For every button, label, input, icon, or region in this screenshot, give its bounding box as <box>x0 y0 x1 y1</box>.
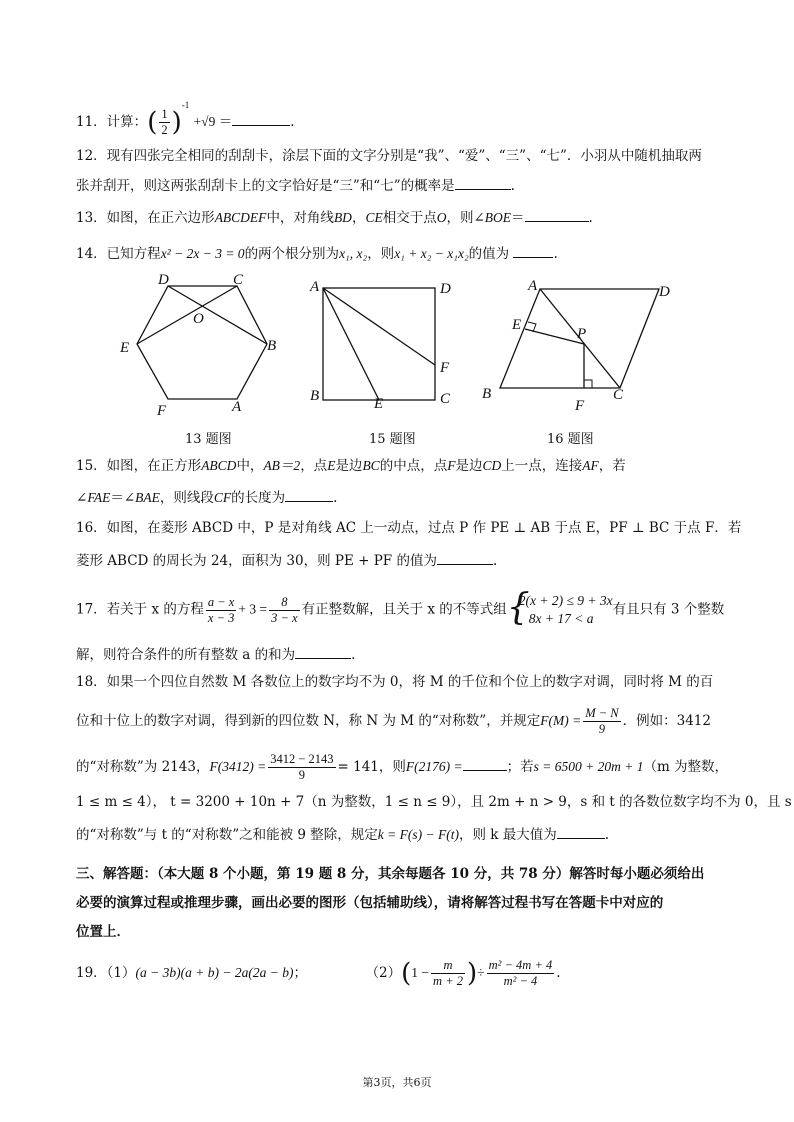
paren-open: ( <box>147 107 158 138</box>
q16-end: . <box>492 553 498 569</box>
q13-bd: BD <box>333 210 352 225</box>
question-15-line1 <box>76 456 626 476</box>
paren-close: ) <box>171 107 182 138</box>
page-footer: 第3页，共6页 <box>362 1076 432 1089</box>
q15-l1e: 的中点，点 <box>379 458 448 474</box>
q13-o: O <box>436 210 447 225</box>
label-c: C <box>233 272 244 288</box>
q19-end: . <box>556 965 561 981</box>
answer-blank-14[interactable] <box>513 243 553 258</box>
q11-frac-num: 1 <box>161 107 168 121</box>
q18-l2a: 位和十位上的数字对调，得到新的四位数 N，称 N 为 M 的“对称数”，并规定 <box>76 713 541 729</box>
q17-fraction-1 <box>206 595 236 626</box>
q19-f-num: m <box>431 958 465 974</box>
q15-fae: FAE <box>87 490 111 505</box>
q13-end: . <box>588 210 593 226</box>
question-13 <box>76 207 593 228</box>
label-b: B <box>310 388 320 404</box>
q11-fraction <box>159 107 169 138</box>
q13-ce: CE <box>365 210 383 225</box>
figure-16-rhombus <box>476 272 686 412</box>
q13-e: ，则∠ <box>446 210 485 226</box>
q18-fm-den: 9 <box>598 722 606 736</box>
q19-p1-expression: (a − 3b)(a + b) − 2a(2a − b) <box>135 965 294 980</box>
q17-b: 有正整数解，且关于 x 的不等式组 <box>301 601 507 618</box>
q19-p1-label: 19．（1） <box>76 965 136 981</box>
question-15-line2 <box>76 487 337 508</box>
q19-p2-a: 1 − <box>411 965 430 980</box>
q11-end: . <box>290 114 295 130</box>
label-c: C <box>440 391 451 407</box>
q17-f2-den: 3 − x <box>271 610 298 625</box>
question-16-line1: 16．如图，在菱形 ABCD 中，P 是对角线 AC 上一动点，过点 P 作 PE ⊥ AB 于点 E，PF ⊥ BC 于点 F．若 <box>76 520 742 536</box>
q13-boe: BOE <box>484 210 512 225</box>
q17-ineq2: 8x + 17 < a <box>528 611 594 626</box>
q15-l1g: 上一点，连接 <box>501 458 583 474</box>
question-18-line3 <box>76 752 728 783</box>
q19-f-den: m + 2 <box>433 974 464 988</box>
q18-l2b: ．例如：3412 <box>622 713 711 729</box>
q15-cd: CD <box>482 458 502 473</box>
q15-bae: BAE <box>135 490 160 505</box>
paren-close: ) <box>467 958 478 989</box>
q17-fraction-2 <box>269 595 299 626</box>
figure-15-square <box>306 276 466 411</box>
q11-frac-den: 2 <box>161 123 168 137</box>
q17-f2-num: 8 <box>269 595 299 611</box>
q17-plus3: + 3 = <box>238 601 268 617</box>
q15-bc: BC <box>362 458 380 473</box>
figure-13-hexagon <box>110 272 280 422</box>
q19-g-den: m² − 4 <box>503 974 538 988</box>
question-19 <box>76 958 561 989</box>
label-b: B <box>482 386 492 402</box>
q15-l2d: 的长度为 <box>231 490 286 506</box>
q13-shape: ABCDEF <box>214 210 267 225</box>
q18-fm: F(M) = <box>540 713 582 728</box>
q13-c: ， <box>351 210 366 226</box>
square <box>323 288 435 400</box>
q15-cf: CF <box>213 490 232 505</box>
label-a: A <box>310 279 320 295</box>
q15-abcd: ABCD <box>201 458 237 473</box>
q13-f: ＝ <box>511 210 525 226</box>
answer-blank-18b[interactable] <box>557 824 605 839</box>
q18-k: k = F(s) − F(t) <box>377 827 459 842</box>
q15-l1d: 是边 <box>335 458 363 474</box>
q15-f: F <box>447 458 456 473</box>
q15-end: . <box>333 490 338 506</box>
label-p: P <box>577 326 587 342</box>
q15-l2b: ＝∠ <box>110 490 136 506</box>
question-18-line4: 1 ≤ m ≤ 4）， t = 3200 + 10n + 7（n 为整数，1 ≤ n ≤ 9），且 2m + n > 9，s 和 t 的各数位数字均不为 0，且 s <box>76 794 792 810</box>
q14-d: 的值为 <box>468 246 510 262</box>
q16-line2-text: 菱形 ABCD 的周长为 24，面积为 30，则 PE + PF 的值为 <box>76 553 437 569</box>
q14-equation: x² − 2x − 3 = 0 <box>160 246 245 261</box>
q14-expression: x₁ + x₂ − x₁x₂ <box>394 246 469 261</box>
q12-end: . <box>510 178 515 194</box>
q15-l1a: 15．如图，在正方形 <box>76 458 202 474</box>
question-18-line5 <box>76 824 609 845</box>
label-f: F <box>575 398 585 412</box>
q17-c: 有且只有 3 个整数 <box>612 601 725 618</box>
q13-d: 相交于点 <box>382 210 437 226</box>
q13-a: 13．如图，在正六边形 <box>76 210 215 226</box>
q13-b: 中，对角线 <box>266 210 334 226</box>
brace: { <box>506 587 530 628</box>
q18-f3412-num: 3412 − 2143 <box>270 752 334 766</box>
section-3-line3: 位置上． <box>76 924 130 940</box>
q17-f1-num: a − x <box>207 594 235 609</box>
section-3-line1: 三、解答题：（本大题 8 个小题，第 19 题 8 分，其余每题各 10 分，共 78 分）解答时每小题必须给出 <box>76 866 705 882</box>
answer-blank-13[interactable] <box>525 207 589 222</box>
question-18-line2 <box>76 706 711 737</box>
q15-e: E <box>327 458 336 473</box>
q17-end: . <box>351 647 356 663</box>
answer-blank-16[interactable] <box>437 550 493 565</box>
q19-p2-label: （2） <box>365 965 402 981</box>
q17-ineq1: 2(x + 2) ≤ 9 + 3x <box>518 593 613 608</box>
label-b: B <box>267 338 277 354</box>
q15-l1b: 中， <box>236 458 264 474</box>
q18-s: s = 6500 + 20m + 1 <box>533 759 644 774</box>
q11-prefix: 11．计算： <box>76 114 148 130</box>
section-3-line2: 必要的演算过程或推理步骤，画出必要的图形（包括辅助线），请将解答过程书写在答题卡中对应的 <box>76 895 664 911</box>
q14-c: ，则 <box>367 246 395 262</box>
hexagon <box>137 286 267 399</box>
question-17-line1 <box>76 587 725 628</box>
question-18-line1: 18．如果一个四位自然数 M 各数位上的数字均不为 0，将 M 的千位和个位上的数字对调，同时将 M 的百 <box>76 674 714 690</box>
label-a: A <box>528 278 538 294</box>
figure-16-caption: 16 题图 <box>547 432 594 447</box>
label-e: E <box>374 396 384 411</box>
q18-f2176: F(2176) = <box>405 759 463 774</box>
q17-f1-den: x − 3 <box>207 610 235 625</box>
q18-fm-num: M − N <box>585 706 619 720</box>
question-16-line2 <box>76 550 497 571</box>
q15-l1c: ，点 <box>300 458 328 474</box>
q15-ab: AB＝2 <box>263 458 301 473</box>
label-e: E <box>512 317 522 333</box>
label-d: D <box>440 281 451 297</box>
answer-blank-12[interactable] <box>455 175 511 190</box>
q18-l3b: = 141，则 <box>337 759 406 775</box>
q18-l3c: ；若 <box>506 759 534 775</box>
q18-end: . <box>604 827 610 843</box>
q17-a: 17．若关于 x 的方程 <box>76 601 204 618</box>
segment-ae <box>323 288 379 400</box>
right-angle-f <box>584 380 592 388</box>
q14-roots: x₁, x₂ <box>339 246 368 261</box>
paren-open: ( <box>401 958 412 989</box>
answer-blank-11[interactable] <box>232 111 290 126</box>
q18-fm-fraction <box>583 706 620 737</box>
q17-line2-text: 解，则符合条件的所有整数 a 的和为 <box>76 647 296 663</box>
segment-af <box>323 288 435 365</box>
q11-exponent: -1 <box>181 100 190 110</box>
label-f: F <box>157 403 167 419</box>
q18-f3412-den: 9 <box>298 768 305 782</box>
q18-l5a: 的“对称数”与 t 的“对称数”之和能被 9 整除，规定 <box>76 827 378 843</box>
label-e: E <box>120 340 130 356</box>
q15-l1h: ，若 <box>598 458 626 474</box>
label-o: O <box>193 311 204 327</box>
answer-blank-15[interactable] <box>285 487 333 502</box>
q14-end: . <box>553 246 558 262</box>
q14-a: 14．已知方程 <box>76 246 161 262</box>
q18-f3412-fraction <box>268 752 335 783</box>
q18-f3412: F(3412) = <box>209 759 267 774</box>
q17-inequality-system <box>506 587 613 628</box>
q18-l3d: （m 为整数， <box>643 759 729 775</box>
figure-15-caption: 15 题图 <box>369 432 416 447</box>
q15-l2c: ，则线段 <box>159 490 214 506</box>
question-17-line2 <box>76 644 355 665</box>
q19-g-num: m² − 4m + 4 <box>488 958 553 972</box>
question-11 <box>76 95 295 138</box>
answer-blank-17[interactable] <box>295 644 351 659</box>
question-14 <box>76 243 558 264</box>
answer-blank-18a[interactable] <box>463 756 507 771</box>
question-12-line1: 12．现有四张完全相同的刮刮卡，涂层下面的文字分别是“我”、“爱”、“三”、“七”．小羽从中随机抽取两 <box>76 148 702 164</box>
q18-l5b: ，则 k 最大值为 <box>459 827 557 843</box>
q15-l1f: 是边 <box>455 458 483 474</box>
perpendicular-pe <box>525 329 584 344</box>
q11-rest: +√9 ＝ <box>193 114 233 129</box>
label-a: A <box>232 399 242 415</box>
q15-l2a: ∠ <box>76 490 88 506</box>
q14-b: 的两个根分别为 <box>244 246 340 262</box>
q19-fraction-2 <box>487 958 555 989</box>
label-d: D <box>659 284 670 300</box>
label-d: D <box>158 272 169 288</box>
q19-fraction-1 <box>431 958 465 989</box>
question-12-line2 <box>76 175 515 196</box>
label-f: F <box>440 360 450 376</box>
q12-line2-text: 张并刮开，则这两张刮刮卡上的文字恰好是“三”和“七”的概率是 <box>76 178 455 194</box>
q18-l3a: 的“对称数”为 2143， <box>76 759 210 775</box>
q15-af: AF <box>582 458 599 473</box>
label-c: C <box>613 387 624 403</box>
figure-13-caption: 13 题图 <box>185 432 232 447</box>
q19-div: ÷ <box>477 965 485 980</box>
q19-sep: ； <box>293 965 307 981</box>
